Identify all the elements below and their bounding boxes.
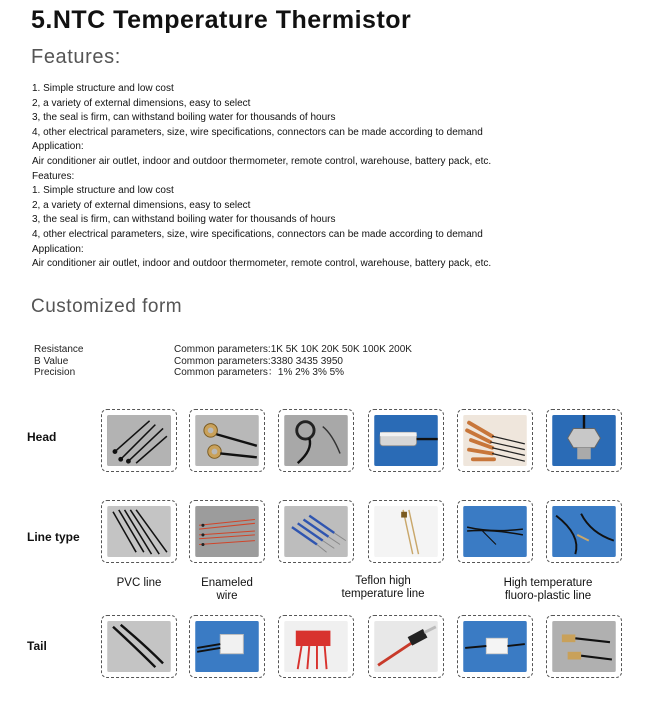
head-image-ring-terminal <box>278 409 354 472</box>
head-image-ring-lug <box>189 409 265 472</box>
threaded-probe-picture <box>552 415 616 466</box>
pvc-line-picture <box>107 506 171 557</box>
copper-probes-picture <box>463 415 527 466</box>
fluoro-line-picture <box>463 506 527 557</box>
text-line: 1. Simple structure and low cost <box>32 185 174 197</box>
text-line: 4, other electrical parameters, size, wire specifications, connectors can be made according to demand <box>32 126 483 138</box>
teflon-white-line-picture <box>374 506 438 557</box>
head-image-copper-probes <box>457 409 533 472</box>
white-connector-picture <box>195 621 259 672</box>
param-label: Resistance <box>34 344 84 355</box>
param-value: Common parameters：1% 2% 3% 5% <box>174 367 345 378</box>
caption-pvc-line: PVC line <box>116 577 162 589</box>
caption-fluoro-line: High temperature fluoro-plastic line <box>503 577 593 602</box>
ring-lug-picture <box>195 415 259 466</box>
text-line: Air conditioner air outlet, indoor and outdoor thermometer, remote control, warehouse, battery pack, etc. <box>32 258 492 270</box>
text-line: 4, other electrical parameters, size, wire specifications, connectors can be made according to demand <box>32 228 483 240</box>
caption-teflon-line: Teflon high temperature line <box>341 575 425 600</box>
head-image-threaded-probe <box>546 409 622 472</box>
text-line: 2, a variety of external dimensions, easy to select <box>32 199 251 211</box>
connector-housing-picture <box>463 621 527 672</box>
param-label: B Value <box>34 355 69 367</box>
epoxy-probe-picture <box>107 415 171 466</box>
tail-image-audio-plug <box>368 615 444 678</box>
red-connector-picture <box>284 621 348 672</box>
param-row-resistance <box>34 344 494 356</box>
line-image-fluoro <box>457 500 533 563</box>
enameled-wire-picture <box>195 506 259 557</box>
tail-image-connector-housing <box>457 615 533 678</box>
text-line: Application: <box>32 243 84 255</box>
caption-enameled-wire: Enameled wire <box>201 577 253 602</box>
features-text <box>32 82 491 272</box>
customized-form-heading: Customized form <box>31 296 183 317</box>
tail-image-crimp-terminal <box>546 615 622 678</box>
steel-tube-picture <box>374 415 438 466</box>
row-label-tail: Tail <box>27 639 47 653</box>
page-title: 5.NTC Temperature Thermistor <box>31 6 412 34</box>
ring-terminal-picture <box>284 415 348 466</box>
tail-image-connector-white <box>189 615 265 678</box>
param-value: Common parameters:1K 5K 10K 20K 50K 100K 200K <box>174 344 412 355</box>
tail-image-bare-wire <box>101 615 177 678</box>
head-image-steel-tube <box>368 409 444 472</box>
param-row-b-value <box>34 356 494 368</box>
bare-wire-picture <box>107 621 171 672</box>
text-line: 2, a variety of external dimensions, easy to select <box>32 97 251 109</box>
features-heading: Features: <box>31 46 121 68</box>
teflon-line-picture <box>284 506 348 557</box>
text-line: 3, the seal is firm, can withstand boiling water for thousands of hours <box>32 214 336 226</box>
text-line: Air conditioner air outlet, indoor and outdoor thermometer, remote control, warehouse, battery pack, etc. <box>32 155 492 167</box>
param-label: Precision <box>34 367 76 378</box>
text-line: Features: <box>32 170 75 182</box>
line-image-pvc <box>101 500 177 563</box>
line-image-teflon-white <box>368 500 444 563</box>
tail-image-connector-red <box>278 615 354 678</box>
fluoro-probe-picture <box>552 506 616 557</box>
line-image-fluoro-probe <box>546 500 622 563</box>
text-line: 1. Simple structure and low cost <box>32 83 174 94</box>
crimp-terminal-picture <box>552 621 616 672</box>
parameters-table <box>34 344 494 379</box>
audio-plug-picture <box>374 621 438 672</box>
row-label-line-type: Line type <box>27 530 80 544</box>
text-line: 3, the seal is firm, can withstand boiling water for thousands of hours <box>32 112 336 124</box>
head-image-epoxy-probe <box>101 409 177 472</box>
param-value: Common parameters:3380 3435 3950 <box>174 355 343 367</box>
text-line: Application: <box>32 141 84 153</box>
row-label-head: Head <box>27 430 57 444</box>
line-image-teflon <box>278 500 354 563</box>
param-row-precision <box>34 367 494 379</box>
line-image-enameled <box>189 500 265 563</box>
